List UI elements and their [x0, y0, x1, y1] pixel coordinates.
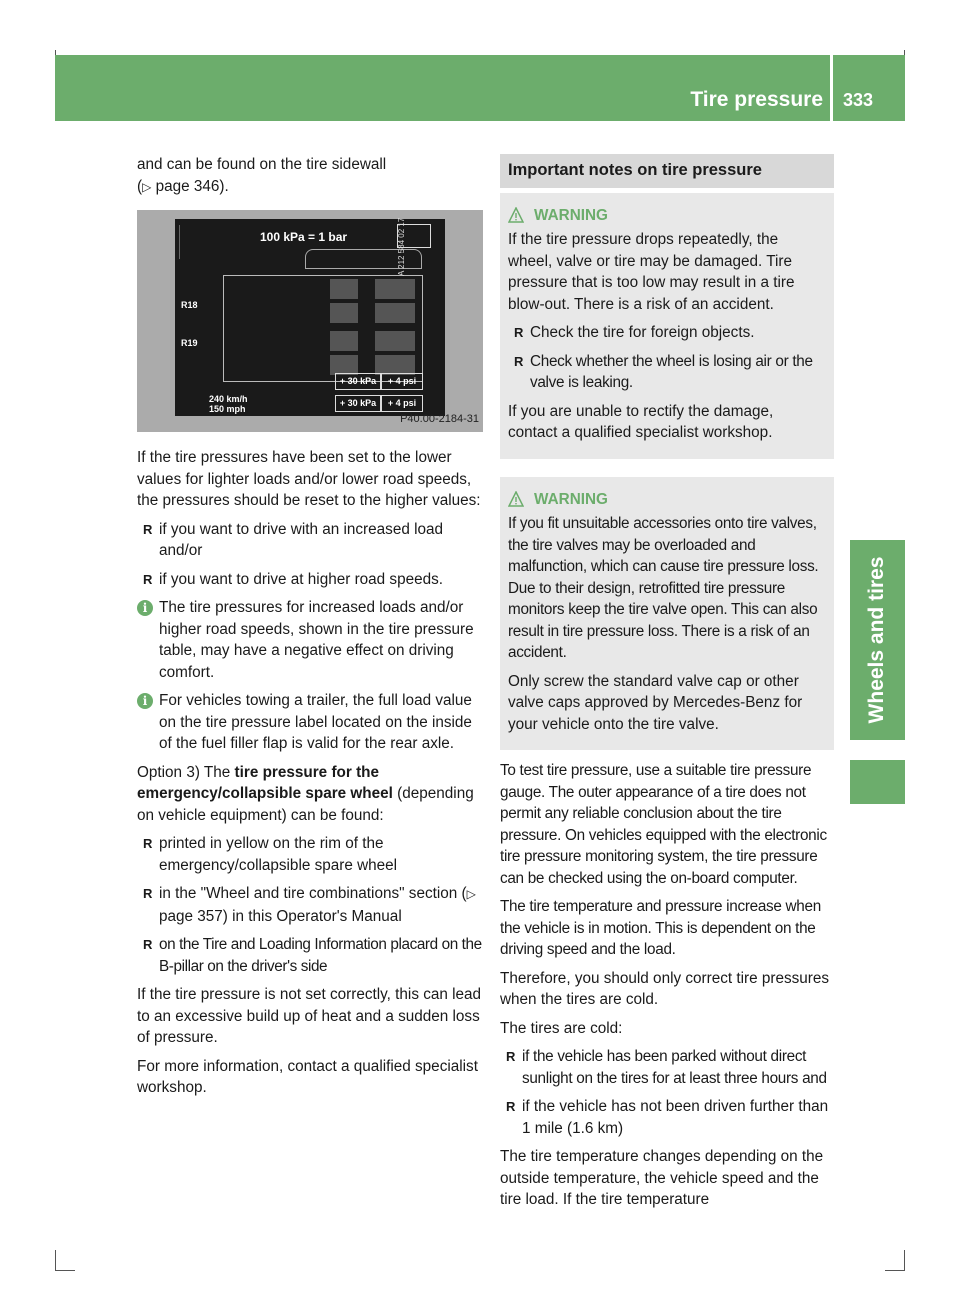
crop-mark [904, 1250, 905, 1270]
paragraph: If the tire pressure is not set correctly, this can lead to an excessive build up of heat and a sudden loss of pressure. [137, 986, 482, 1046]
paragraph: If the tire pressure drops repeatedly, the wheel, valve or tire may be damaged. Tire pressure that is too low may result in a tire blow-out. There is a risk of an accident. [508, 231, 795, 313]
section-heading: Important notes on tire pressure [500, 154, 834, 188]
plate-kpa-value: + 30 kPa [335, 395, 381, 412]
right-column [500, 154, 834, 1218]
info-icon: i [137, 600, 153, 616]
list-item: R Check the tire for foreign objects. [508, 322, 826, 344]
warning-title: WARNING [508, 489, 826, 511]
paragraph: Therefore, you should only correct tire pressures when the tires are cold. [500, 969, 830, 1008]
figure-code: P40.00-2184-31 [400, 412, 479, 425]
warning-box [500, 477, 834, 751]
left-column [137, 154, 483, 1106]
page-ref-arrow-icon: ▷ [466, 887, 476, 901]
list-item: R on the Tire and Loading Information placard on the B-pillar on the driver's side [137, 934, 483, 977]
plate-psi-value: + 4 psi [381, 395, 423, 412]
page-title: Tire pressure [690, 88, 823, 111]
plate-row-label: R19 [181, 338, 198, 348]
warning-title: WARNING [508, 205, 826, 227]
page-number: 333 [843, 90, 874, 110]
info-note: i For vehicles towing a trailer, the full load value on the tire pressure label located on the inside of the fuel filler flap is valid for the rear axle. [137, 690, 483, 755]
list-item: R printed in yellow on the rim of the emergency/collapsible spare wheel [137, 833, 483, 876]
plate-title: 100 kPa = 1 bar [260, 230, 348, 244]
info-note: i The tire pressures for increased loads and/or higher road speeds, shown in the tire pressure table, may have a negative effect on driving comfort. [137, 597, 483, 683]
plate-speed-kmh: 240 km/h [209, 394, 248, 404]
list-item: R if you want to drive with an increased load and/or [137, 519, 483, 562]
paragraph: Only screw the standard valve cap or other valve caps approved by Mercedes-Benz for your vehicle onto the tire valve. [508, 672, 803, 733]
list-item: R Check whether the wheel is losing air or the valve is leaking. [508, 351, 826, 394]
plate-psi-value: + 4 psi [381, 373, 423, 390]
paragraph: If you fit unsuitable accessories onto tire valves, the tire valves may be overloaded and malfunction, which can cause tire pressure loss. Due to their design, retrofitted tire pressure monitors keep the tire valve open. This can also result in tire pressure loss. There is a risk of an accident. [508, 515, 819, 661]
paragraph: If the tire pressures have been set to the lower values for lighter loads and/or lower road speeds, the pressures should be reset to the higher values: [137, 449, 481, 509]
tire-pressure-label-figure [137, 210, 483, 432]
page-ref-arrow-icon: ▷ [142, 179, 152, 194]
plate-speed-mph: 150 mph [209, 404, 246, 414]
list-item: R if the vehicle has been parked without direct sunlight on the tires for at least three hours and [500, 1046, 834, 1089]
paragraph: The tire temperature changes depending on the outside temperature, the vehicle speed and the tire load. If the tire temperature [500, 1148, 824, 1208]
side-section-label: Wheels and tires [865, 556, 888, 724]
paragraph: If you are unable to rectify the damage, contact a qualified specialist workshop. [508, 402, 774, 441]
crop-mark [55, 1250, 56, 1270]
list-item: R if the vehicle has not been driven further than 1 mile (1.6 km) [500, 1096, 834, 1139]
crop-mark [55, 1270, 75, 1271]
paragraph: and can be found on the tire sidewall (▷ page 346). [137, 156, 387, 195]
paragraph: Option 3) The tire pressure for the emergency/collapsible spare wheel (depending on vehicle equipment) can be found: [137, 763, 474, 824]
warning-box [500, 193, 834, 459]
info-icon: i [137, 693, 153, 709]
list-item: R in the "Wheel and tire combinations" section (▷ page 357) in this Operator's Manual [137, 883, 483, 927]
paragraph: For more information, contact a qualified specialist workshop. [137, 1057, 478, 1096]
warning-triangle-icon [508, 491, 524, 507]
paragraph: The tire temperature and pressure increase when the vehicle is in motion. This is dependent on the driving speed and the load. [500, 898, 821, 958]
side-tab-lower [850, 760, 905, 804]
plate-row-label: R18 [181, 300, 198, 310]
plate-side-code: A 212 584 02 17 [397, 217, 406, 276]
crop-mark [885, 1270, 905, 1271]
list-item: R if you want to drive at higher road speeds. [137, 569, 483, 591]
paragraph: The tires are cold: [500, 1019, 623, 1037]
plate-kpa-value: + 30 kPa [335, 373, 381, 390]
header-divider [830, 55, 833, 121]
warning-triangle-icon [508, 207, 524, 223]
paragraph: To test tire pressure, use a suitable tire pressure gauge. The outer appearance of a tire does not permit any reliable conclusion about the tire pressure. On vehicles equipped with the electronic tire pressure monitoring system, the tire pressure can be checked using the on-board computer. [500, 762, 827, 887]
